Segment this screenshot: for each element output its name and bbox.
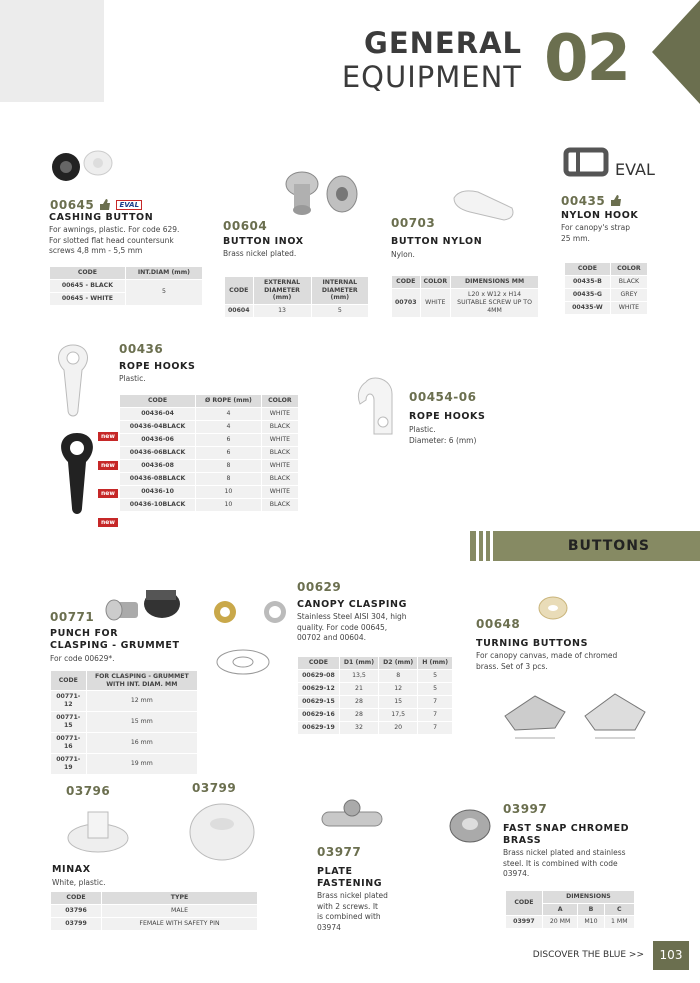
new-badge: new	[98, 489, 118, 498]
product-code: 00454-06	[409, 390, 477, 404]
product-description: White, plastic.	[52, 878, 106, 887]
section-arrow-icon	[652, 0, 700, 104]
product-title: PLATE FASTENING	[317, 866, 383, 889]
product-title: BUTTON INOX	[223, 236, 304, 247]
nylon-hook-image	[563, 146, 613, 180]
spec-table-00629: CODE D1 (mm) D2 (mm) H (mm) 00629-08 13,5 8 5 00629-12 21 12 5 00629-15 28 15 7 00629-16 28 17,5 7 00629-19 32 20 7	[297, 656, 453, 735]
product-code: 00604	[223, 219, 268, 233]
product-code: 00645	[50, 198, 95, 212]
new-badge: new	[98, 518, 118, 527]
product-code: 03997	[503, 802, 548, 816]
product-00435-heading	[561, 190, 622, 210]
header-title-line2: EQUIPMENT	[341, 60, 522, 94]
product-title: PUNCH FOR CLASPING - GRUMMET	[50, 628, 180, 651]
product-code: 03977	[317, 845, 362, 859]
product-description: Plastic. Diameter: 6 (mm)	[409, 425, 477, 445]
minax-male-image	[58, 802, 138, 857]
section-number: 02	[544, 22, 630, 96]
header-title-line1: GENERAL	[364, 26, 522, 60]
plate-fastening-image	[318, 794, 388, 834]
product-description: Nylon.	[391, 250, 415, 259]
button-nylon-image	[450, 186, 520, 226]
button-inox-image	[280, 164, 380, 224]
product-title: TURNING BUTTONS	[476, 638, 589, 649]
thumb-up-icon	[610, 191, 622, 210]
cashing-button-image	[48, 145, 118, 190]
product-description: For code 00629*.	[50, 654, 115, 663]
corner-block	[0, 0, 104, 102]
spec-table-00435: CODE COLOR 00435-B BLACK 00435-G GREY 00435-W WHITE	[564, 262, 648, 315]
product-code: 00435	[561, 194, 606, 208]
spec-table-03997: CODE DIMENSIONS A B C 03997 20 MM M10 1 MM	[505, 890, 635, 929]
section-band-label: BUTTONS	[567, 538, 650, 554]
product-code: 00436	[119, 342, 164, 356]
footer-tagline[interactable]: DISCOVER THE BLUE >>	[532, 950, 644, 960]
spec-table-00771: CODE FOR CLASPING - GRUMMET WITH INT. DIAM. MM 00771-12 12 mm 00771-15 15 mm 00771-16 16 mm 00771-19 19 mm	[50, 670, 198, 775]
turning-button-parts-image	[495, 676, 655, 746]
spec-table-00604: CODE EXTERNAL DIAMETER (mm) INTERNAL DIAMETER (mm) 00604 13 5	[224, 276, 369, 318]
product-title: BUTTON NYLON	[391, 236, 483, 247]
spec-table-minax: CODE TYPE 03796 MALE 03799 FEMALE WITH SAFETY PIN	[50, 891, 258, 931]
rope-hook-black-image	[52, 428, 102, 518]
fast-snap-image	[440, 800, 505, 850]
product-description: Brass nickel plated with 2 screws. It is combined with 03974	[317, 891, 388, 932]
product-code: 00771	[50, 610, 95, 624]
turning-button-image	[535, 594, 575, 624]
product-title: FAST SNAP CHROMED BRASS	[503, 823, 630, 846]
product-title: NYLON HOOK	[561, 210, 639, 221]
product-code: 00703	[391, 216, 436, 230]
rope-hook-image	[352, 374, 402, 444]
product-description: Plastic.	[119, 374, 146, 383]
product-title: CASHING BUTTON	[49, 212, 154, 223]
product-description: Stainless Steel AISI 304, high quality. For code 00645, 00702 and 00604.	[297, 612, 407, 642]
product-code: 03796	[66, 784, 111, 798]
new-badge: new	[98, 432, 118, 441]
product-description: For awnings, plastic. For code 629. For slotted flat head countersunk screws 4,8 mm - 5,5 mm	[49, 225, 180, 255]
product-title: MINAX	[52, 864, 91, 875]
spec-table-00703: CODE COLOR DIMENSIONS MM 00703 WHITE L20 x W12 x H14 SUITABLE SCREW UP TO 4MM	[391, 275, 539, 318]
grommet-image	[205, 598, 295, 688]
product-title: ROPE HOOKS	[409, 411, 486, 422]
product-code: 00648	[476, 617, 521, 631]
punch-tool-image	[102, 584, 192, 629]
product-code: 03799	[192, 781, 237, 795]
product-00645-heading	[50, 194, 142, 214]
product-description: Brass nickel plated and stainless steel. It is combined with code 03974.	[503, 848, 626, 878]
eval-logo: EVAL	[615, 160, 655, 179]
section-band	[470, 531, 700, 561]
product-title: ROPE HOOKS	[119, 361, 196, 372]
page-number: 103	[653, 941, 689, 970]
product-description: For canopy canvas, made of chromed brass. Set of 3 pcs.	[476, 651, 618, 671]
product-code: 00629	[297, 580, 342, 594]
rope-hook-white-image	[48, 340, 98, 420]
new-badge: new	[98, 461, 118, 470]
spec-table-00645: CODE INT.DIAM (mm) 00645 - BLACK 5 00645 - WHITE	[49, 266, 203, 306]
product-description: Brass nickel plated.	[223, 249, 297, 258]
product-description: For canopy's strap 25 mm.	[561, 223, 631, 243]
minax-female-image	[178, 798, 268, 866]
product-title: CANOPY CLASPING	[297, 599, 407, 610]
spec-table-00436: CODE Ø ROPE (mm) COLOR 00436-04 4 WHITE 00436-04BLACK 4 BLACK 00436-06 6 WHITE 00436-06BLACK 6 BLACK 00436-08 8 WHITE 00436-08BLACK 8 BLACK 00436-10 10 WHITE 00436-10BLACK 10 BLACK	[119, 394, 299, 512]
eval-logo: EVAL	[116, 200, 142, 210]
